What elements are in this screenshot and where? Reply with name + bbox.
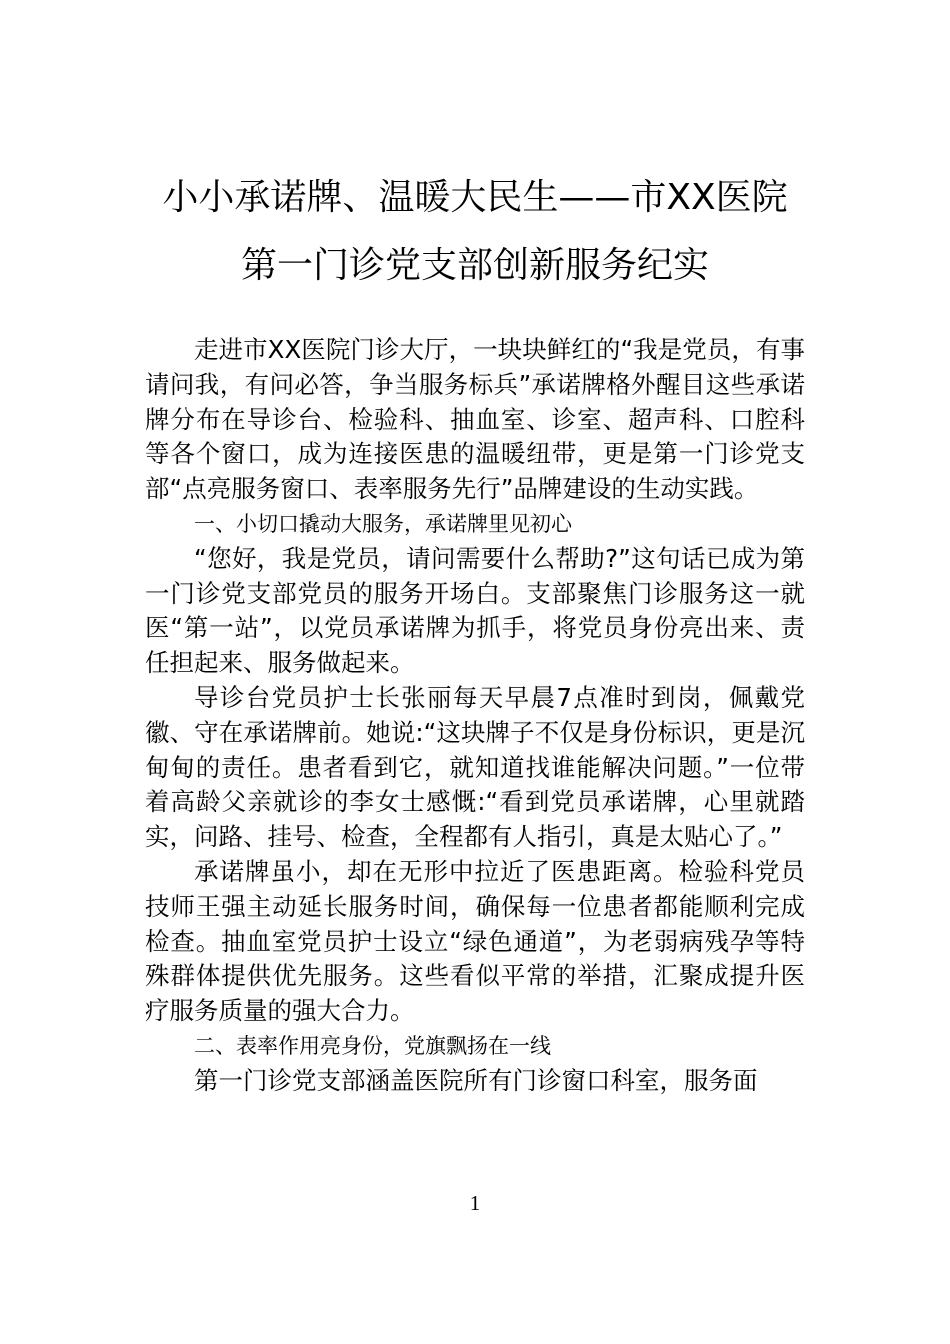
section-heading-2: 二、表率作用亮身份，党旗飘扬在一线 (194, 1033, 551, 1058)
paragraph-intro: 走进市XX医院门诊大厅，一块块鲜红的“我是党员，有事请问我，有问必答，争当服务标兵”承诺牌格外醒目这些承诺牌分布在导诊台、检验科、抽血室、诊室、超声科、口腔科等各个窗口，成为连接医患的温暖纽带，更是第一门诊党支部“点亮服务窗口、表率服务先行”品牌建设的生动实践。 (145, 335, 805, 504)
document-title-line-1: 小小承诺牌、温暖大民生——市XX医院 (162, 177, 788, 218)
paragraph-promise-board: 承诺牌虽小，却在无形中拉近了医患距离。检验科党员技师王强主动延长服务时间，确保每一位患者都能顺利完成检查。抽血室党员护士设立“绿色通道”，为老弱病残孕等特殊群体提供优先服务。这些看似平常的举措，汇聚成提升医疗服务质量的强大合力。 (145, 856, 805, 1026)
paragraph-coverage: 第一门诊党支部涵盖医院所有门诊窗口科室，服务面 (194, 1065, 758, 1095)
document-title-line-2: 第一门诊党支部创新服务纪实 (240, 245, 709, 286)
paragraph-greeting: “您好，我是党员，请问需要什么帮助?”这句话已成为第一门诊党支部党员的服务开场白。支部聚焦门诊服务这一就医“第一站”，以党员承诺牌为抓手，将党员身份亮出来、责任担起来、服务做起来。 (145, 543, 805, 678)
section-heading-1: 一、小切口撬动大服务，承诺牌里见初心 (194, 511, 572, 536)
document-body (145, 333, 805, 1099)
paragraph-guide-desk: 导诊台党员护士长张丽每天早晨7点准时到岗，佩戴党徽、守在承诺牌前。她说:“这块牌子不仅是身份标识，更是沉甸甸的责任。患者看到它，就知道找谁能解决问题。”一位带着高龄父亲就诊的李女士感慨:“看到党员承诺牌，心里就踏实，问路、挂号、检查，全程都有人指引，真是太贴心了。” (145, 682, 805, 852)
page-number: 1 (469, 1191, 481, 1215)
